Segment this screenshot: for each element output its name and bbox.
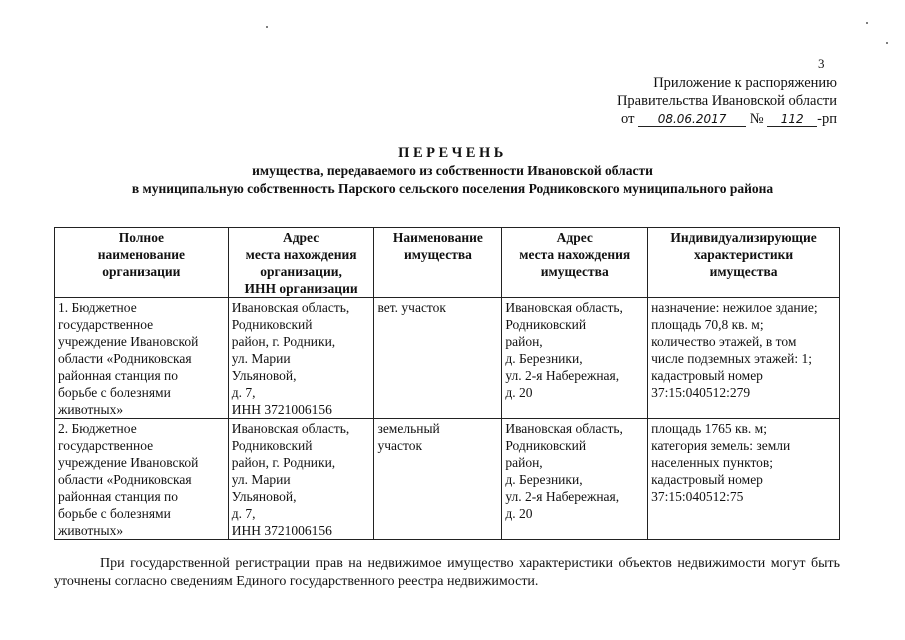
cell-property-characteristics: площадь 1765 кв. м; категория земель: земли населенных пунктов; кадастровый номер 37:15:040512:75 [648,419,840,540]
header-organization-name: Полное наименование организации [55,228,229,298]
scan-speck [886,42,888,44]
scan-speck [266,26,268,28]
scan-speck [866,22,868,24]
cell-property-name: земельный участок [374,419,502,540]
appendix-line-2: Правительства Ивановской области [616,93,837,109]
cell-organization-name: 1. Бюджетное государственное учреждение Ивановской области «Родниковская районная станция по борьбе с болезнями животных» [55,298,229,419]
table-header-row [55,228,840,298]
number-suffix: -рп [817,111,837,127]
from-label: от [621,111,635,127]
appendix-block [617,74,837,128]
header-property-name: Наименование имущества [374,228,502,298]
header-property-characteristics: Индивидуализирующие характеристики имущества [648,228,840,298]
cell-property-characteristics: назначение: нежилое здание; площадь 70,8 кв. м; количество этажей, в том числе подземных этажей: 1; кадастровый номер 37:15:040512:279 [648,298,840,419]
handwritten-number: 112 [767,112,817,127]
document-title: ПЕРЕЧЕНЬ [398,145,507,161]
title-block [0,144,905,198]
number-label: № [749,111,764,127]
handwritten-date: 08.06.2017 [638,112,746,127]
appendix-line-1: Приложение к распоряжению [653,75,837,91]
cell-organization-address: Ивановская область, Родниковский район, г. Родники, ул. Марии Ульяновой, д. 7, ИНН 3721006156 [228,298,374,419]
document-subtitle-line-1: имущества, передаваемого из собственности Ивановской области [252,163,653,178]
cell-organization-address: Ивановская область, Родниковский район, г. Родники, ул. Марии Ульяновой, д. 7, ИНН 3721006156 [228,419,374,540]
table-row [55,419,840,540]
cell-property-address: Ивановская область, Родниковский район, д. Березники, ул. 2-я Набережная, д. 20 [502,298,648,419]
table-row [55,298,840,419]
appendix-date-line [617,110,837,128]
header-organization-address: Адрес места нахождения организации, ИНН организации [228,228,374,298]
property-table [54,227,840,540]
document-subtitle-line-2: в муниципальную собственность Парского сельского поселения Родниковского муниципального района [131,181,774,196]
page-number: 3 [818,56,825,71]
header-property-address: Адрес места нахождения имущества [502,228,648,298]
cell-property-address: Ивановская область, Родниковский район, д. Березники, ул. 2-я Набережная, д. 20 [502,419,648,540]
cell-property-name: вет. участок [374,298,502,419]
cell-organization-name: 2. Бюджетное государственное учреждение Ивановской области «Родниковская районная станция по борьбе с болезнями животных» [55,419,229,540]
footnote-paragraph: При государственной регистрации прав на недвижимое имущество характеристики объектов недвижимости могут быть уточнены согласно сведениям Единого государственного реестра недвижимости. [54,556,840,589]
